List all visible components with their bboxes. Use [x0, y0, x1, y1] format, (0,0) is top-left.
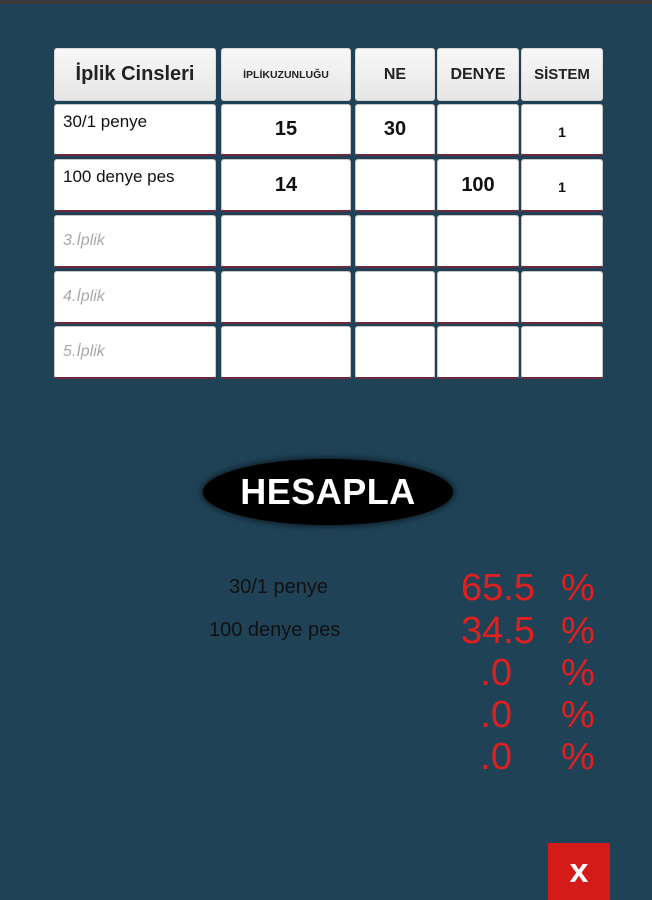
yarn-name-input-4[interactable]: [54, 271, 216, 324]
ne-input-5[interactable]: [355, 326, 435, 379]
header-ne: NE: [355, 48, 435, 101]
yarn-length-input-1[interactable]: 15: [221, 104, 351, 156]
yarn-length-input-3[interactable]: [221, 215, 351, 268]
ne-input-4[interactable]: [355, 271, 435, 324]
top-status-strip: [0, 0, 652, 4]
denye-input-5[interactable]: [437, 326, 519, 379]
sistem-input-5[interactable]: [521, 326, 603, 379]
yarn-name-placeholder-3: 3.İplik: [63, 232, 105, 249]
header-yarn-length: İPLİKUZUNLUĞU: [221, 48, 351, 101]
yarn-name-input-5[interactable]: [54, 326, 216, 379]
sistem-input-2[interactable]: 1: [521, 159, 603, 212]
close-icon: x: [569, 852, 589, 890]
ne-input-3[interactable]: [355, 215, 435, 268]
yarn-name-placeholder-5: 5.İplik: [63, 343, 105, 360]
denye-input-1[interactable]: [437, 104, 519, 156]
header-yarn-types: İplik Cinsleri: [54, 48, 216, 101]
result-name-2: 100 denye pes: [209, 619, 341, 641]
header-sistem: SİSTEM: [521, 48, 603, 101]
yarn-name-input-2[interactable]: 100 denye pes: [54, 159, 216, 212]
ne-input-2[interactable]: [355, 159, 435, 212]
yarn-name-placeholder-4: 4.İplik: [63, 288, 105, 305]
result-value-1: 65.5: [461, 567, 535, 609]
result-unit-1: %: [561, 567, 595, 609]
yarn-name-input-3[interactable]: [54, 215, 216, 268]
sistem-input-4[interactable]: [521, 271, 603, 324]
denye-input-2[interactable]: 100: [437, 159, 519, 212]
result-value-4: .0: [480, 694, 512, 736]
result-unit-3: %: [561, 652, 595, 694]
result-value-2: 34.5: [461, 610, 535, 652]
calculate-button[interactable]: HESAPLA: [203, 459, 453, 525]
result-value-5: .0: [480, 736, 512, 778]
denye-input-4[interactable]: [437, 271, 519, 324]
result-name-1: 30/1 penye: [229, 576, 328, 598]
denye-input-3[interactable]: [437, 215, 519, 268]
result-unit-5: %: [561, 736, 595, 778]
header-denye: DENYE: [437, 48, 519, 101]
ne-input-1[interactable]: 30: [355, 104, 435, 156]
sistem-input-3[interactable]: [521, 215, 603, 268]
result-value-3: .0: [480, 652, 512, 694]
yarn-length-input-2[interactable]: 14: [221, 159, 351, 212]
close-button[interactable]: [548, 843, 610, 900]
yarn-length-input-5[interactable]: [221, 326, 351, 379]
yarn-name-input-1[interactable]: 30/1 penye: [54, 104, 216, 156]
sistem-input-1[interactable]: 1: [521, 104, 603, 156]
yarn-length-input-4[interactable]: [221, 271, 351, 324]
result-unit-2: %: [561, 610, 595, 652]
result-unit-4: %: [561, 694, 595, 736]
